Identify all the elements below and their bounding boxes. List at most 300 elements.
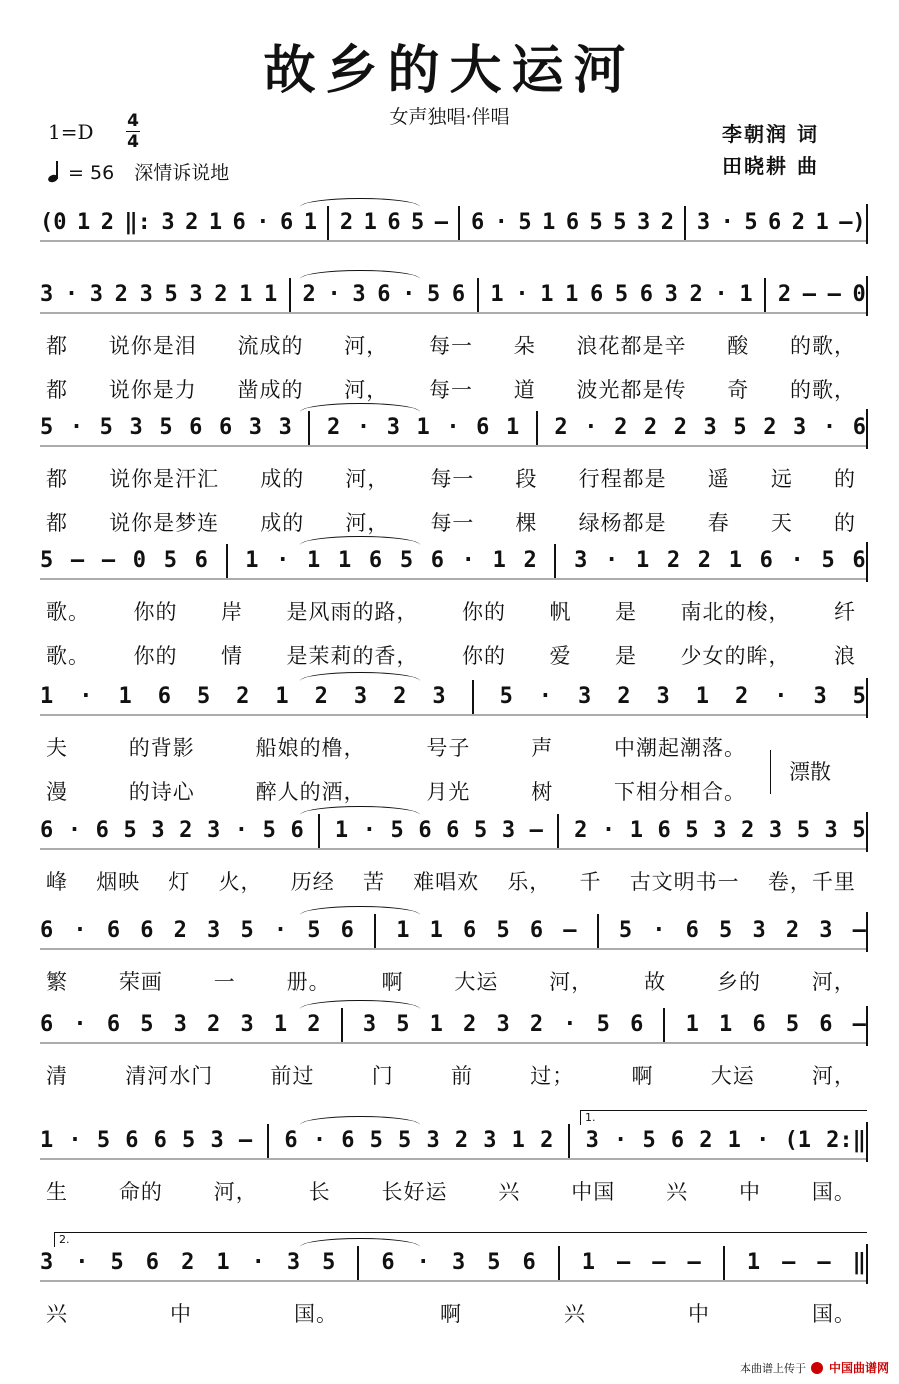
note: 5 [196, 684, 211, 709]
note: (1 [784, 1128, 811, 1153]
note: 5 [262, 818, 276, 843]
performance-subtitle: 女声独唱·伴唱 [389, 106, 510, 128]
note: · [416, 1250, 430, 1275]
quarter-note-icon [48, 162, 62, 182]
lyric-word: 行程都是 [578, 467, 667, 491]
lyric-line [46, 374, 856, 404]
note: 5 [852, 818, 866, 843]
note: 3 [752, 918, 766, 943]
note: 1 [334, 818, 349, 843]
lyric-word: 你的 [133, 644, 178, 668]
note: 3 [426, 1128, 440, 1153]
lyric-word: 命的 [118, 1180, 163, 1204]
barline [308, 411, 310, 445]
note: 2 [236, 684, 250, 709]
note: · [822, 415, 837, 440]
note: 3 [824, 818, 838, 843]
note: 5 [685, 818, 699, 843]
lyric-word: 啊 [631, 1064, 654, 1088]
note: 3 [432, 684, 446, 709]
note: 1 [581, 1250, 595, 1275]
lyric-word: 河， [811, 970, 856, 994]
lyric-word: 中 [170, 1302, 192, 1326]
note: · [563, 1012, 577, 1037]
lyric-word: 的歌， [790, 378, 856, 402]
beam-line [40, 948, 866, 950]
note: 1 [40, 684, 54, 709]
end-barline [866, 678, 868, 718]
note: 1 [565, 282, 579, 307]
lyric-word: 醉人的酒， [255, 780, 366, 804]
note: 6 [387, 210, 401, 235]
lyric-word: 每一 [430, 467, 475, 491]
barline [318, 814, 320, 848]
lyric-word: 啊 [381, 970, 404, 994]
note: 5 [614, 282, 629, 307]
note: 3 [353, 684, 368, 709]
note: – [529, 818, 543, 843]
site-name: 中国曲谱网 [828, 1361, 889, 1375]
note: – [802, 282, 816, 307]
note: 1 [239, 282, 253, 307]
note: 3 [206, 818, 221, 843]
note: 5 [733, 415, 747, 440]
note: 3 [207, 918, 221, 943]
lyric-word: 漫 [46, 780, 68, 804]
note: 3 [813, 684, 827, 709]
note: 5 [852, 684, 866, 709]
note-row [40, 684, 866, 714]
note-row [40, 1012, 866, 1042]
note: · [276, 548, 290, 573]
lyric-word: 河， [345, 467, 390, 491]
note: 5 [159, 415, 173, 440]
note: 6 [670, 1128, 685, 1153]
tempo-marking [48, 158, 229, 185]
lyric-word: 是茉莉的香， [286, 644, 419, 668]
note: · [75, 1250, 89, 1275]
beam-line [40, 848, 866, 850]
note: 5 [390, 818, 404, 843]
end-barline [866, 204, 868, 244]
score-system [40, 684, 866, 804]
note: 6 [189, 415, 203, 440]
note: – [238, 1128, 253, 1153]
note: 2 [763, 415, 777, 440]
lyric-word: 远 [770, 467, 793, 491]
barline [764, 278, 766, 312]
lyric-word: 南北的梭， [680, 600, 791, 624]
lyric-word: 大运 [454, 970, 499, 994]
slur [300, 806, 420, 815]
lyric-line [46, 1298, 856, 1328]
note: 2 [327, 415, 341, 440]
note: 2 [302, 282, 316, 307]
note: – [687, 1250, 701, 1275]
barline [477, 278, 479, 312]
note: 1 [490, 282, 504, 307]
note: – [852, 1012, 866, 1037]
note: 2 [314, 684, 328, 709]
note: – [652, 1250, 666, 1275]
note: 5 [110, 1250, 124, 1275]
lyric-word: 一 [213, 970, 236, 994]
barline [267, 1124, 269, 1158]
barline [327, 206, 329, 240]
meter-bottom: 4 [127, 132, 139, 152]
note: 5 [642, 1128, 656, 1153]
note: 6 [759, 548, 773, 573]
note: 6 [451, 282, 466, 307]
lyric-line [46, 966, 856, 996]
note: 5 [399, 548, 414, 573]
note: · [790, 548, 804, 573]
note: 3 [451, 1250, 466, 1275]
note: 6 [589, 282, 604, 307]
beam-line [40, 1280, 866, 1282]
lyric-word: 成的 [260, 511, 305, 535]
note: 5 [369, 1128, 383, 1153]
note: 3 [386, 415, 400, 440]
lyric-line [46, 596, 856, 626]
beam-line [40, 240, 866, 242]
note: 6 [657, 818, 671, 843]
note: 1 [245, 548, 259, 573]
note: 6 [284, 1128, 298, 1153]
lyric-word: 历经 [290, 870, 335, 894]
note: 3 [696, 210, 711, 235]
lyric-word: 道 [513, 378, 536, 402]
lyric-line [46, 1060, 856, 1090]
lyric-word: 古文明书一 [629, 870, 740, 894]
note: 1 [303, 210, 317, 235]
note-row [40, 818, 866, 848]
note: 6 [40, 918, 54, 943]
note: 6 [194, 548, 208, 573]
note: – [782, 1250, 796, 1275]
note: 3 [703, 415, 717, 440]
note-row [40, 282, 866, 312]
note: 6 [639, 282, 654, 307]
note: 6 [40, 1012, 54, 1037]
note: 5 [164, 282, 178, 307]
lyric-word: 乡的 [717, 970, 761, 994]
note: 6 [368, 548, 383, 573]
lyric-word: 卷，千里 [767, 870, 856, 894]
barline [568, 1124, 570, 1158]
note: 5 [499, 684, 513, 709]
note-row [40, 548, 866, 578]
note: 6 [529, 918, 544, 943]
note: 3 [578, 684, 592, 709]
note: 5 [240, 918, 254, 943]
note: 3 [483, 1128, 497, 1153]
note: · [720, 210, 734, 235]
note: 2 [689, 282, 703, 307]
note: 3 [139, 282, 153, 307]
note: 3 [173, 1012, 187, 1037]
note: · [402, 282, 416, 307]
barline [723, 1246, 725, 1280]
barline [557, 814, 559, 848]
lyric-word: 浪 [834, 644, 856, 668]
note: 2 [100, 210, 114, 235]
note: 6 [145, 1250, 160, 1275]
note: – [827, 282, 841, 307]
note: 2 [454, 1128, 469, 1153]
note: 5 [474, 818, 488, 843]
note: – [101, 548, 116, 573]
note: 1 [685, 1012, 699, 1037]
note: 5 [40, 548, 54, 573]
note: · [756, 1128, 770, 1153]
end-barline [866, 1122, 868, 1162]
note: –) [839, 210, 866, 235]
note: 1 [540, 282, 554, 307]
lyric-word: 灯 [168, 870, 191, 894]
footer [740, 1359, 889, 1376]
note: 2 [734, 684, 749, 709]
note: 3 [793, 415, 807, 440]
note: 3 [151, 818, 165, 843]
note: 1 [118, 684, 132, 709]
composer-credit: 田晓耕 曲 [722, 154, 819, 178]
note: 5 [487, 1250, 501, 1275]
note: 3 [240, 1012, 254, 1037]
note: 5 [744, 210, 758, 235]
lyric-word: 乐， [507, 870, 552, 894]
time-signature [126, 112, 140, 151]
note: 6 [106, 918, 121, 943]
lyric-line [46, 776, 746, 806]
lyric-word: 兴 [46, 1302, 68, 1326]
lyric-word: 的 [833, 467, 856, 491]
note: 3 [286, 1250, 301, 1275]
note: 6 [140, 918, 154, 943]
note: 1 [492, 548, 506, 573]
note: 5 [427, 282, 441, 307]
lyric-word: 前 [451, 1064, 473, 1088]
end-barline [866, 542, 868, 582]
note: 6 [470, 210, 485, 235]
lyric-word: 棵 [515, 511, 538, 535]
note: 5 [99, 415, 113, 440]
note: 1 [429, 918, 443, 943]
end-barline [866, 1244, 868, 1284]
note: 2 [785, 918, 800, 943]
lyric-word: 是 [615, 600, 637, 624]
lyric-word: 歌。 [46, 600, 90, 624]
note: · [73, 918, 87, 943]
barline [472, 680, 474, 714]
note: 6 [377, 282, 391, 307]
note-row [40, 1250, 866, 1280]
lyric-word: 情 [221, 644, 243, 668]
lyric-line [46, 330, 856, 360]
key-signature: 1=D [48, 120, 94, 144]
note: 3 [40, 1250, 54, 1275]
note: 2 [697, 548, 712, 573]
end-barline [866, 409, 868, 449]
note: · [601, 818, 616, 843]
note: 6 [463, 918, 477, 943]
lyric-word: 每一 [429, 378, 473, 402]
note: 6 [685, 918, 699, 943]
note: 5 [396, 1012, 410, 1037]
note: 2 [339, 210, 354, 235]
meter-top: 4 [127, 111, 139, 131]
note: 6 [340, 918, 354, 943]
note: 6 [232, 210, 246, 235]
end-barline [866, 276, 868, 316]
note: 3 [501, 818, 516, 843]
lyric-word: 成的 [260, 467, 305, 491]
lyric-word: 酸 [727, 334, 750, 358]
note: 1 [728, 548, 742, 573]
note: 6 [768, 210, 782, 235]
note: 1 [429, 1012, 443, 1037]
tempo-expression: 深情诉说地 [134, 162, 230, 184]
note: 2 [307, 1012, 321, 1037]
beam-line [40, 578, 866, 580]
note-row [40, 1128, 866, 1158]
lyric-word: 中潮起潮落。 [613, 736, 746, 760]
note: 6 [95, 818, 109, 843]
note: 6 [565, 210, 580, 235]
beam-line [40, 445, 866, 447]
note: · [446, 415, 460, 440]
lyric-word: 说你是汗汇 [109, 467, 220, 491]
lyric-word: 中国 [571, 1180, 616, 1204]
lyric-word: 你的 [462, 644, 506, 668]
lyric-word: 段 [515, 467, 538, 491]
note: 3 [89, 282, 104, 307]
lyric-word: 说你是泪 [108, 334, 197, 358]
lyric-word: 中 [688, 1302, 710, 1326]
note: – [817, 1250, 831, 1275]
note: 1 [396, 918, 410, 943]
note: 2 [643, 415, 658, 440]
note: 6 [218, 415, 233, 440]
note: 5 [719, 918, 733, 943]
lyric-word: 繁 [46, 970, 68, 994]
lyric-word: 奇 [727, 378, 750, 402]
lyric-word: 都 [46, 334, 68, 358]
lyric-word: 月光 [426, 780, 471, 804]
note-row [40, 415, 866, 445]
beam-line [40, 1158, 866, 1160]
note: 1 [746, 1250, 761, 1275]
note: · [73, 1012, 87, 1037]
lyric-word: 的歌， [790, 334, 856, 358]
note: 3 [636, 210, 651, 235]
lyric-word: 清 [46, 1064, 68, 1088]
site-logo-icon [811, 1362, 823, 1374]
lyric-word: 的背影 [128, 736, 195, 760]
note: 2 [741, 818, 755, 843]
note: 5 [618, 918, 633, 943]
lyric-word: 朵 [513, 334, 536, 358]
note: · [584, 415, 598, 440]
lyric-word: 兴 [666, 1180, 689, 1204]
note: 3 [278, 415, 292, 440]
note: 1 [76, 210, 91, 235]
note: 1 [511, 1128, 525, 1153]
note: 3 [585, 1128, 599, 1153]
barline [357, 1246, 359, 1280]
lyric-word: 的 [833, 511, 856, 535]
slur [300, 403, 420, 412]
note: 2 [114, 282, 128, 307]
note: · [461, 548, 475, 573]
note: 6 [852, 415, 866, 440]
lyric-word: 荣画 [118, 970, 163, 994]
note: ‖: [124, 210, 151, 235]
note: (0 [40, 210, 67, 235]
lyric-word: 河， [812, 1064, 856, 1088]
note: 3 [574, 548, 588, 573]
note: 2:‖ [826, 1128, 866, 1153]
footer-text: 本曲谱上传于 [739, 1362, 806, 1375]
note: 2 [660, 210, 674, 235]
lyric-word: 河， [213, 1180, 258, 1204]
note: – [434, 210, 448, 235]
lyric-word: 兴 [564, 1302, 586, 1326]
note: 1 [506, 415, 520, 440]
note: 2 [699, 1128, 713, 1153]
lyric-word: 兴 [498, 1180, 521, 1204]
note: 5 [821, 548, 835, 573]
score-system [40, 1233, 866, 1370]
note: 3 [496, 1012, 510, 1037]
note: 2 [185, 210, 199, 235]
note: 3 [248, 415, 263, 440]
lyric-word: 河， [549, 970, 594, 994]
note: 1 [264, 282, 278, 307]
note: 1 [542, 210, 556, 235]
note: 3 [210, 1128, 224, 1153]
barline [558, 1246, 560, 1280]
note: 2 [214, 282, 228, 307]
lyric-word: 国。 [811, 1180, 856, 1204]
lyric-word: 帆 [549, 600, 572, 624]
note: · [362, 818, 376, 843]
lyric-word: 声 [531, 736, 554, 760]
lyric-line [46, 732, 746, 762]
lyric-word: 国。 [294, 1302, 338, 1326]
slur [300, 536, 420, 545]
lyric-word: 千 [579, 870, 602, 894]
note: 1 [815, 210, 829, 235]
lyric-word: 是风雨的路， [286, 600, 419, 624]
lyric-word: 岸 [221, 600, 243, 624]
lyric-word: 绿杨都是 [578, 511, 667, 535]
note: 0 [852, 282, 866, 307]
note: 5 [411, 210, 425, 235]
note: ‖ [852, 1250, 866, 1275]
note: 3 [40, 282, 54, 307]
lyricist-credit: 李朝润 词 [722, 122, 819, 146]
note: 2 [574, 818, 588, 843]
lyric-word: 都 [46, 467, 68, 491]
note: 1 [275, 684, 289, 709]
lyric-word: 国。 [812, 1302, 856, 1326]
lyric-word: 你的 [462, 600, 506, 624]
note: 6 [40, 818, 54, 843]
note: 3 [129, 415, 143, 440]
note: 5 [398, 1128, 412, 1153]
lyric-word: 火， [218, 870, 263, 894]
